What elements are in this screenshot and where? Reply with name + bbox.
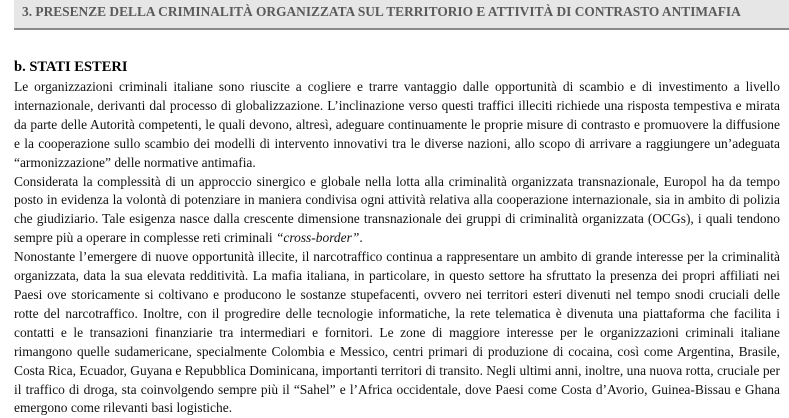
header-divider [14,28,789,30]
chapter-header [14,0,789,28]
paragraph-europol [14,173,780,249]
paragraph-intro: Le organizzazioni criminali italiane sono riuscite a cogliere e trarre vantaggio dalle opportunità di scambio e di investimento a livello internazionale, derivanti dal processo di globalizzazione. L’inclinazione verso questi traffici illeciti richiede una risposta tempestiva e mirata da parte delle Autorità competenti, le quali devono, altresì, adeguare continuamente le proprie misure di contrasto e promuovere la diffusione e la cooperazione sullo scambio dei modelli di intervento innovativi tra le diverse nazioni, allo scopo di arrivare a raggiungere un’adeguata “armonizzazione” delle normative antimafia. [14,79,780,170]
paragraph-narcotraffic: Nonostante l’emergere di nuove opportunità illecite, il narcotraffico continua a rappresentare un ambito di grande interesse per la criminalità organizzata, data la sua elevata redditività. La mafia italiana, in particolare, in questo settore ha sfruttato la presenza dei propri affiliati nei Paesi ove storicamente si coltivano e producono le sostanze stupefacenti, ovvero nei territori esteri divenuti nel tempo snodi cruciali delle rotte del narcotraffico. Inoltre, con il progredire delle tecnologie informatiche, la rete telematica è divenuta una piattaforma che facilita i contatti e le transazioni finanziarie tra intermediari e fornitori. Le zone di maggiore interesse per le organizzazioni criminali italiane rimangono quelle sudamericane, specialmente Colombia e Messico, centri primari di produzione di cocaina, così come Argentina, Brasile, Costa Rica, Ecuador, Guyana e Repubblica Dominicana, importanti territori di transito. Negli ultimi anni, inoltre, una nuova rotta, cruciale per il traffico di droga, sta coinvolgendo sempre più il “Sahel” e l’Africa occidentale, dove Paesi come Costa d’Avorio, Guinea-Bissau e Ghana emergono come rilevanti basi logistiche. [14,249,780,416]
section-title: b. STATI ESTERI [14,59,128,75]
paragraph-europol-end: . [359,230,363,246]
paragraph-europol-text: Considerata la complessità di un approccio sinergico e globale nella lotta alla criminalità organizzata transnazionale, Europol ha da tempo posto in evidenza la volontà di potenziare in maniera condivisa ogni attività relativa alla cooperazione internazionale, sia in ambito di polizia che giudiziario. Tale esigenza nasce dalla crescente dimensione transnazionale dei gruppi di criminalità organizzata (OCGs), i quali tendono sempre più a operare in complesse reti criminali [14,173,780,246]
chapter-title: 3. PRESENZE DELLA CRIMINALITÀ ORGANIZZATA SUL TERRITORIO E ATTIVITÀ DI CONTRASTO ANTIMAFIA [22,4,741,19]
body-text [14,78,780,418]
cross-border-term: “cross-border” [275,230,360,246]
